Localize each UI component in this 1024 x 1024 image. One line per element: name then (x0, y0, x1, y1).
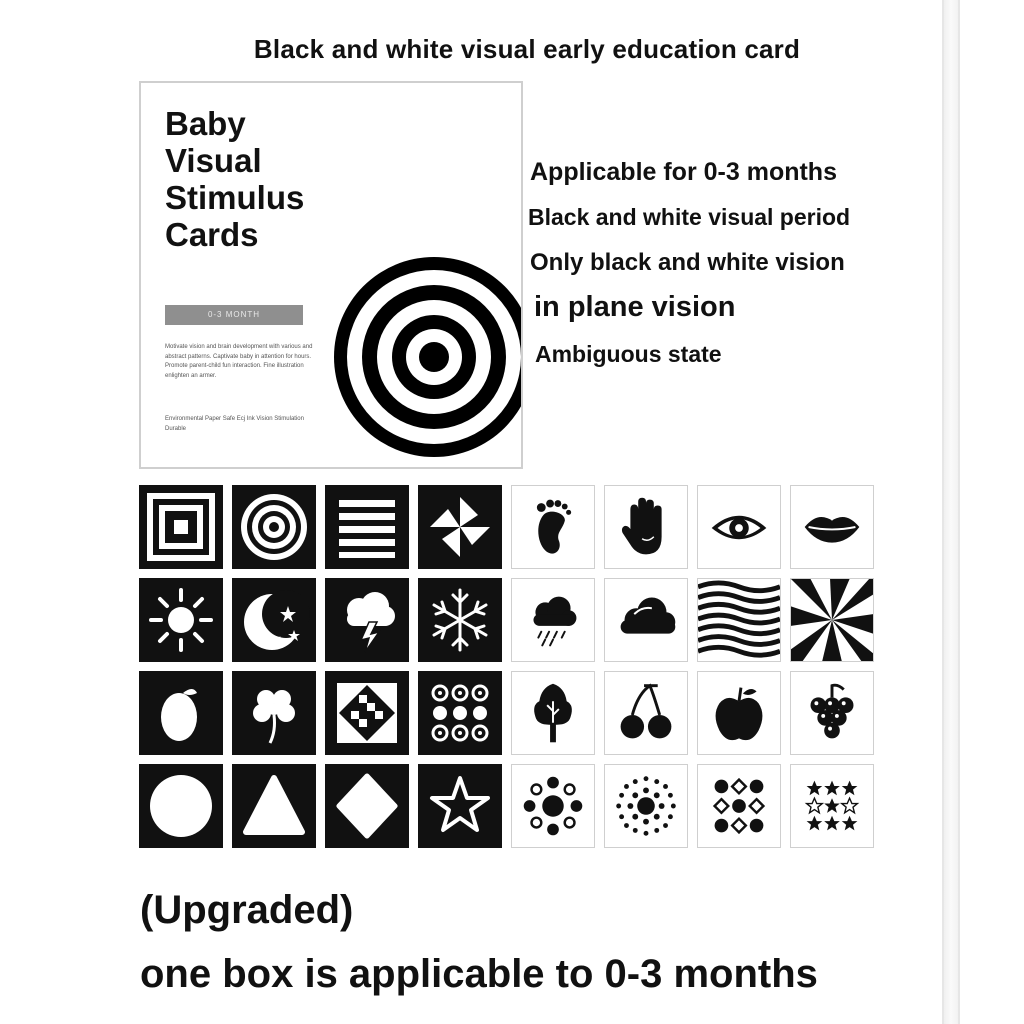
rain-cloud-icon (511, 578, 595, 662)
hand-icon (604, 485, 688, 569)
checker-diamond-icon (325, 671, 409, 755)
box-title (165, 105, 425, 253)
tree-icon (511, 671, 595, 755)
box-age-label: 0-3 MONTH (165, 305, 303, 325)
feature-item: Ambiguous state (535, 341, 722, 367)
moon-stars-icon (232, 578, 316, 662)
box-title-line: Cards (165, 216, 259, 253)
feature-item: in plane vision (534, 291, 736, 323)
upgraded-label: (Upgraded) (140, 888, 354, 932)
cloud-icon (604, 578, 688, 662)
page-edge-line (942, 0, 944, 1024)
box-title-line: Baby (165, 105, 246, 142)
dot-diamond-grid-icon (697, 764, 781, 848)
clover-icon (232, 671, 316, 755)
age-statement: one box is applicable to 0-3 months (140, 952, 818, 996)
diamond-icon (325, 764, 409, 848)
page-edge-line (958, 0, 960, 1024)
snowflake-icon (418, 578, 502, 662)
circle-icon (139, 764, 223, 848)
lemon-icon (139, 671, 223, 755)
star-grid-icon (790, 764, 874, 848)
box-description-secondary: Environmental Paper Safe Ecj Ink Vision Stimulation Durable (165, 416, 304, 432)
page-title: Black and white visual early education card (253, 34, 801, 64)
feature-item: Applicable for 0-3 months (530, 158, 837, 186)
wave-pattern-icon (697, 578, 781, 662)
box-title-line: Visual (165, 142, 262, 179)
concentric-circles-icon (232, 485, 316, 569)
page-edge-shade (944, 0, 958, 1024)
eye-icon (697, 485, 781, 569)
box-title-line: Stimulus (165, 179, 305, 216)
storm-cloud-icon (325, 578, 409, 662)
pinwheel-icon (418, 485, 502, 569)
box-description: Motivate vision and brain development with various and abstract patterns. Captivate baby in attention for hours. Promote parent-child fun interaction. Fine illustration enlighten an armer. (165, 344, 313, 379)
concentric-squares-icon (139, 485, 223, 569)
feature-item: Only black and white vision (530, 249, 845, 276)
product-box-front (139, 81, 523, 469)
feature-item: Black and white visual period (528, 204, 851, 230)
dot-burst-icon (604, 764, 688, 848)
horizontal-stripes-icon (325, 485, 409, 569)
radial-burst-icon (790, 578, 874, 662)
ring-grid-icon (418, 671, 502, 755)
footprint-icon (511, 485, 595, 569)
apple-icon (697, 671, 781, 755)
grapes-icon (790, 671, 874, 755)
sun-icon (139, 578, 223, 662)
cherries-icon (604, 671, 688, 755)
lips-icon (790, 485, 874, 569)
dot-ring-icon (511, 764, 595, 848)
triangle-icon (232, 764, 316, 848)
target-rings-icon (334, 257, 523, 462)
star-icon (418, 764, 502, 848)
